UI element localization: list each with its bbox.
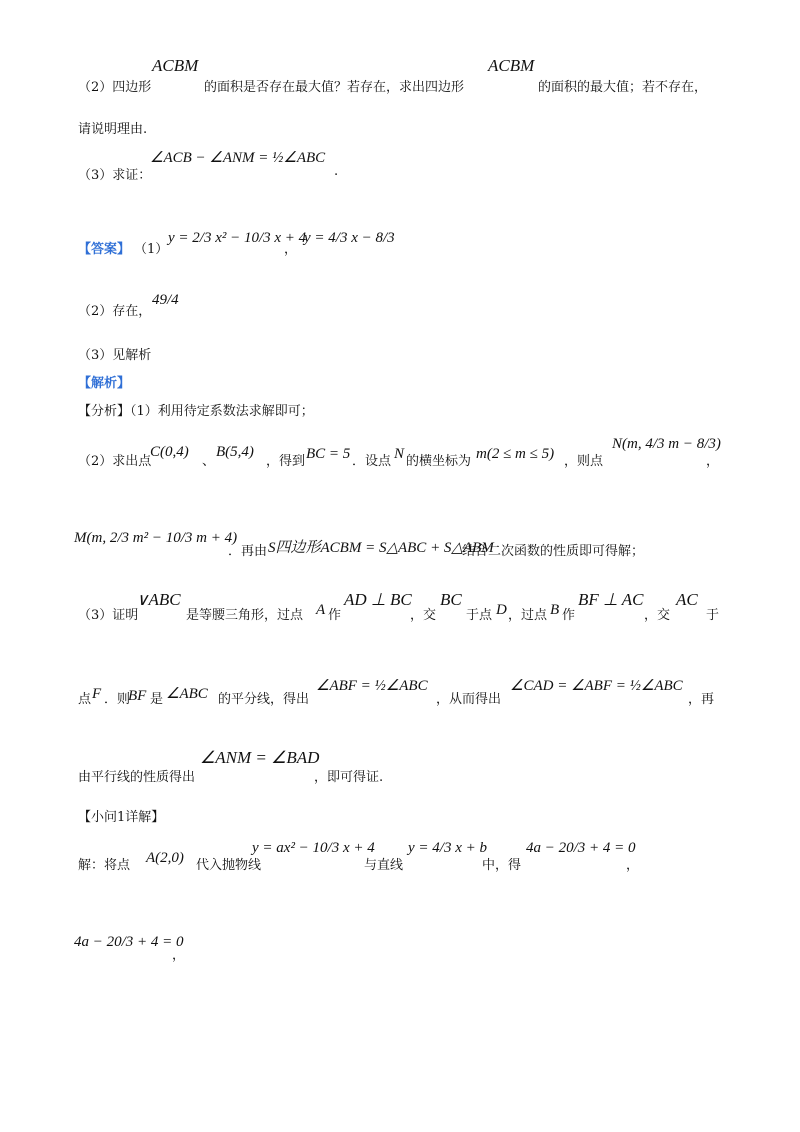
analysis-2-d: ，得到 <box>266 454 306 469</box>
period: . <box>334 164 339 179</box>
answer-1-parabola: y = 2/3 x² − 10/3 x + 4 <box>168 230 307 246</box>
sep: 、 <box>202 454 216 469</box>
comma: ， <box>172 948 186 963</box>
point-n: N(m, 4/3 m − 8/3) <box>612 436 721 452</box>
var-n: N <box>394 446 405 462</box>
q2-prefix: （2）四边形 <box>78 80 152 95</box>
analysis-2-a: （2）求出点 <box>78 454 152 469</box>
analysis-3-a: （3）证明 <box>78 608 139 623</box>
answer-3: （3）见解析 <box>78 348 152 363</box>
anm-formula: ∠ANM = ∠BAD <box>200 748 320 767</box>
pt-d: D <box>496 602 507 618</box>
analysis-2-g: ，则点 <box>564 454 604 469</box>
math-acbm: ACBM <box>152 56 199 75</box>
analysis-4-d: 的平分线，得出 <box>218 692 310 707</box>
answer-2: （2）存在， <box>78 304 152 319</box>
answer-1-prefix: （1） <box>134 242 169 257</box>
analysis-1: 【分析】（1）利用待定系数法求解即可； <box>78 404 314 419</box>
q2-text: 的面积是否存在最大值？若存在，求出四边形 <box>204 80 465 95</box>
pt-b: B <box>550 602 560 618</box>
abf-formula: ∠ABF = ½∠ABC <box>316 678 428 694</box>
eq-2: 4a − 20/3 + 4 = 0 <box>74 934 184 950</box>
pt-a-coord: A(2,0) <box>146 850 184 866</box>
q2-text-end: 的面积的最大值；若不存在， <box>538 80 708 95</box>
area-formula: S四边形ACBM = S△ABC + S△ABM <box>268 540 494 556</box>
eq-1: 4a − 20/3 + 4 = 0 <box>526 840 636 856</box>
analysis-2-f: 的横坐标为 <box>406 454 472 469</box>
analysis-4-e: ，从而得出 <box>436 692 502 707</box>
answer-2-value: 49/4 <box>152 292 179 308</box>
m-range: m(2 ≤ m ≤ 5) <box>476 446 555 462</box>
line-formula: y = 4/3 x + b <box>408 840 487 856</box>
seg-bf: BF <box>128 688 147 704</box>
comma: ， <box>626 858 640 873</box>
analysis-3-c: 作 <box>328 608 342 623</box>
analysis-2-e: ．设点 <box>352 454 392 469</box>
subquestion-1-header: 【小问1详解】 <box>78 810 165 825</box>
analysis-5-b: ，即可得证. <box>314 770 384 785</box>
analysis-3-f: ，过点 <box>508 608 548 623</box>
analysis-4-c: 是 <box>150 692 164 707</box>
angle-abc: ∠ABC <box>166 686 208 702</box>
analysis-3-e: 于点 <box>466 608 493 623</box>
seg-ac: AC <box>676 590 698 609</box>
analysis-2-j: 结合二次函数的性质即可得解； <box>462 544 645 559</box>
q3-formula: ∠ACB − ∠ANM = ½∠ABC <box>150 150 326 166</box>
point-m: M(m, 2/3 m² − 10/3 m + 4) <box>74 530 238 546</box>
bc-eq: BC = 5 <box>306 446 351 462</box>
analysis-3-d: ，交 <box>410 608 437 623</box>
analysis-4-g: ，再 <box>688 692 715 707</box>
analysis-3-g: 作 <box>562 608 576 623</box>
q2-line2: 请说明理由. <box>78 122 148 137</box>
math-acbm: ACBM <box>488 56 535 75</box>
comma: ， <box>706 454 720 469</box>
analysis-3-h: ，交 <box>644 608 671 623</box>
solution-a: 解：将点 <box>78 858 131 873</box>
analysis-5-a: 由平行线的性质得出 <box>78 770 196 785</box>
ad-perp-bc: AD ⊥ BC <box>344 590 412 609</box>
analysis-4-b: ．则 <box>104 692 131 707</box>
parabola-formula: y = ax² − 10/3 x + 4 <box>252 840 375 856</box>
comma: ， <box>284 242 298 257</box>
pt-f: F <box>92 686 102 702</box>
solution-d: 中，得 <box>482 858 522 873</box>
pt-a: A <box>316 602 326 618</box>
answer-1-line: y = 4/3 x − 8/3 <box>304 230 395 246</box>
point-b: B(5,4) <box>216 444 254 460</box>
analysis-3-b: 是等腰三角形，过点 <box>186 608 304 623</box>
analysis-tag: 【解析】 <box>78 376 131 391</box>
tri-abc: ∨ABC <box>136 590 181 609</box>
analysis-2-i: ．再由 <box>228 544 268 559</box>
solution-b: 代入抛物线 <box>196 858 262 873</box>
cad-formula: ∠CAD = ∠ABF = ½∠ABC <box>510 678 683 694</box>
analysis-3-i: 于 <box>706 608 720 623</box>
seg-bc: BC <box>440 590 462 609</box>
answer-tag: 【答案】 <box>78 242 131 257</box>
solution-c: 与直线 <box>364 858 404 873</box>
bf-perp-ac: BF ⊥ AC <box>578 590 644 609</box>
q3-prefix: （3）求证： <box>78 168 152 183</box>
point-c: C(0,4) <box>150 444 189 460</box>
analysis-4-a: 点 <box>78 692 92 707</box>
